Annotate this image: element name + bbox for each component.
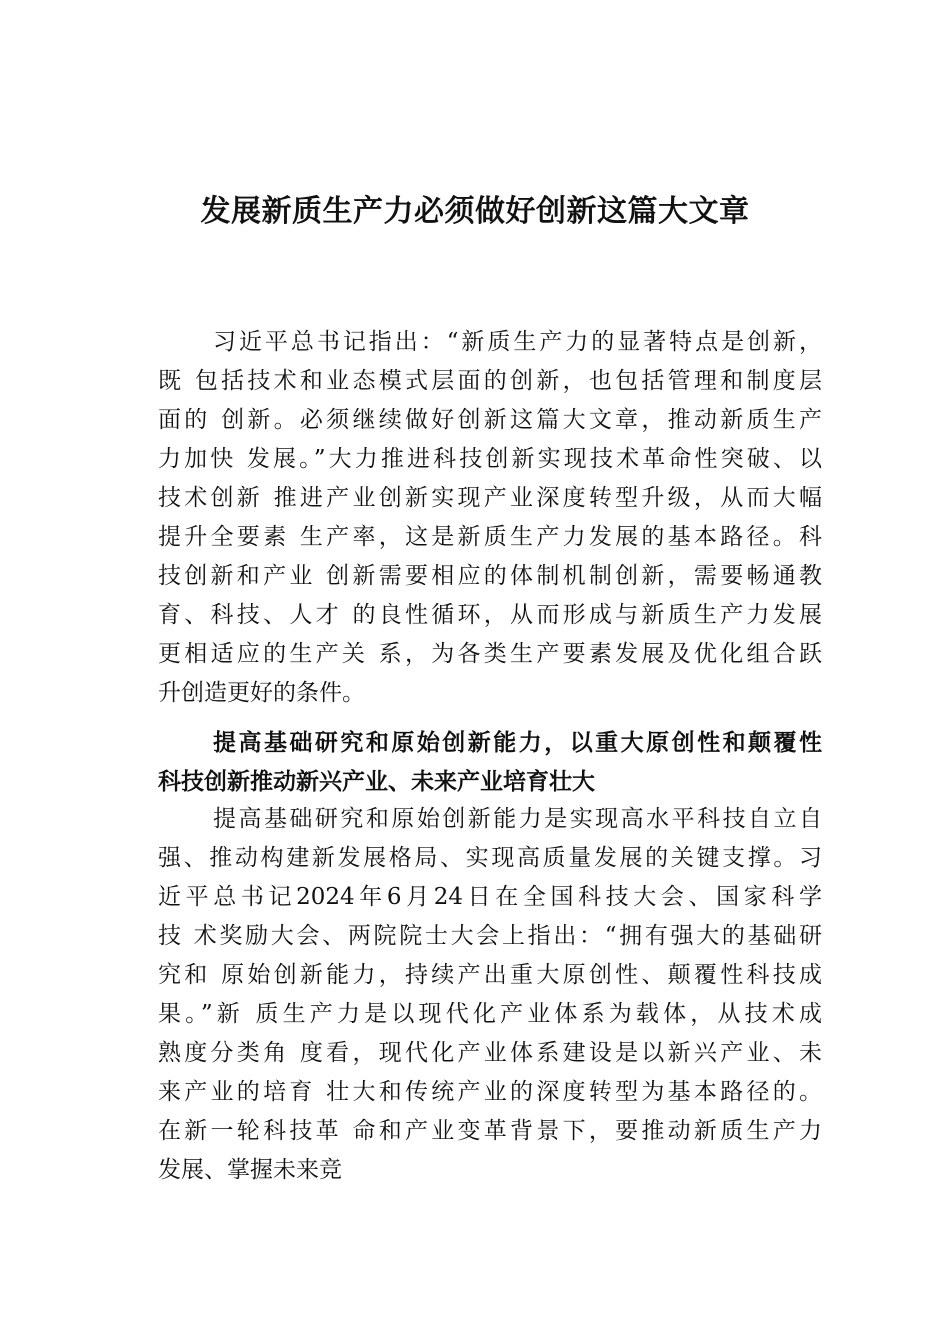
text-line: 力加快 发展。”大力推进科技创新实现技术革命性突破、以 — [158, 446, 822, 472]
text-line: 习近平总书记指出：“新质生产力的显著特点是创新， — [213, 329, 822, 355]
paragraph-2 — [158, 800, 822, 1190]
text-line: 来产业的培育 壮大和传统产业的深度转型为基本路径的。 — [158, 1079, 822, 1105]
text-line: 熟度分类角 度看，现代化产业体系建设是以新兴产业、未 — [158, 1040, 822, 1066]
document-title: 发展新质生产力必须做好创新这篇大文章 — [200, 194, 750, 229]
text-line: 既 包括技术和业态模式层面的创新，也包括管理和制度层 — [158, 368, 822, 394]
text-line: 发展、掌握未来竞 — [158, 1157, 342, 1183]
heading-line: 科技创新推动新兴产业、未来产业培育壮大 — [158, 768, 595, 795]
text-line: 究和 原始创新能力，持续产出重大原创性、颠覆性科技成 — [158, 962, 822, 988]
text-line: 提高基础研究和原始创新能力是实现高水平科技自立自 — [213, 806, 822, 832]
text-line: 面的 创新。必须继续做好创新这篇大文章，推动新质生产 — [158, 407, 822, 433]
text-line: 技创新和产业 创新需要相应的体制机制创新，需要畅通教 — [158, 563, 822, 589]
text-line: 技术创新 推进产业创新实现产业深度转型升级，从而大幅 — [158, 485, 822, 511]
section-heading — [158, 723, 822, 801]
text-line: 在新一轮科技革 命和产业变革背景下，要推动新质生产力 — [158, 1118, 822, 1144]
paragraph-1 — [158, 323, 822, 713]
text-line: 更相适应的生产关 系，为各类生产要素发展及优化组合跃 — [158, 641, 822, 667]
heading-line: 提高基础研究和原始创新能力，以重大原创性和颠覆性 — [213, 729, 822, 756]
text-line: 果。”新 质生产力是以现代化产业体系为载体，从技术成 — [158, 1001, 822, 1027]
text-line: 强、推动构建新发展格局、实现高质量发展的关键支撑。习 — [158, 845, 822, 871]
text-line: 提升全要素 生产率，这是新质生产力发展的基本路径。科 — [158, 524, 822, 550]
text-line: 技 术奖励大会、两院院士大会上指出：“拥有强大的基础研 — [158, 923, 822, 949]
text-line: 近平总书记2024年6月24日在全国科技大会、国家科学 — [158, 884, 822, 910]
text-line: 升创造更好的条件。 — [158, 680, 365, 706]
text-line: 育、科技、人才 的良性循环，从而形成与新质生产力发展 — [158, 602, 822, 628]
